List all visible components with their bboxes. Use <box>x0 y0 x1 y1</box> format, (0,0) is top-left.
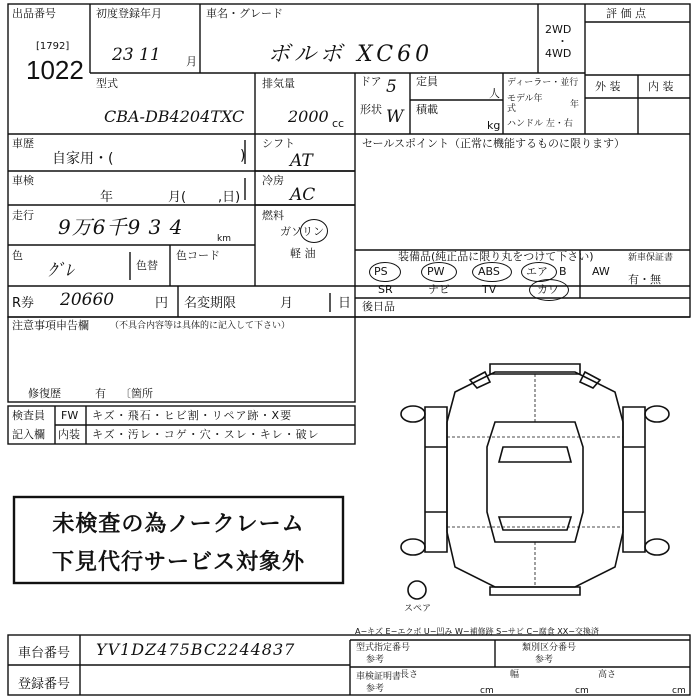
equip-ps-circle <box>369 262 401 282</box>
notice-line-1: 未検査の為ノークレーム <box>52 512 305 537</box>
sales-point-label: セールスポイント（正常に機能するものに限ります） <box>362 137 626 150</box>
first-registration-label: 初度登録年月 <box>96 7 162 20</box>
shift-label: シフト <box>262 137 295 150</box>
height-unit: cm <box>672 686 686 696</box>
model-value: CBA-DB4204TXC <box>104 107 245 126</box>
shift-value: AT <box>290 151 313 171</box>
shape-label: 形状 <box>360 103 382 116</box>
equip-sr: SR <box>378 283 393 296</box>
fw-text: キズ・飛石・ヒビ割・リペア跡・X要 <box>92 409 293 422</box>
width-unit: cm <box>575 686 589 696</box>
inspector-label: 検査員 <box>12 409 45 422</box>
dealer-label: ディーラー・並行 <box>507 78 579 88</box>
model-label: 型式 <box>96 77 118 90</box>
displacement-value: 2000 <box>288 107 329 126</box>
capacity-label: 定員 <box>416 75 438 88</box>
name-change-month: 月 <box>280 296 294 311</box>
name-change-day: 日 <box>338 296 352 311</box>
capacity-unit: 人 <box>489 87 500 100</box>
warranty-value: 有・無 <box>628 273 661 286</box>
fw-label: FW <box>61 409 79 422</box>
car-name: ボルボ XC60 <box>268 42 434 67</box>
lot-code: [1792] <box>36 41 70 52</box>
color-value: ｸﾞﾚ <box>48 261 74 281</box>
category-ref: 参考 <box>535 655 554 665</box>
recycle-unit: 円 <box>155 296 169 311</box>
exterior-label: 外 装 <box>595 80 621 93</box>
lot-number-label: 出品番号 <box>12 7 56 20</box>
inspection-label: 車検 <box>12 174 34 187</box>
fuel-diesel: 軽 油 <box>290 247 316 260</box>
damage-legend: A−キズ E−エクボ U−凹み W−補修跡 S−サビ C−腐食 XX−交換済 <box>355 627 599 636</box>
fuel-gasoline: ガソリン <box>280 225 324 238</box>
equip-ps: PS <box>374 265 388 278</box>
recycle-label: R券 <box>12 296 35 311</box>
mileage-unit: km <box>217 234 231 244</box>
equip-leather-circle <box>529 279 569 301</box>
lot-number: 1022 <box>26 55 84 85</box>
model-cert-ref: 参考 <box>366 655 385 665</box>
first-registration-value: 23 11 <box>112 45 161 65</box>
interior-label: 内 装 <box>648 80 674 93</box>
inspector-entry-label: 記入欄 <box>12 428 45 441</box>
history-value: 自家用・( <box>52 151 114 167</box>
history-close: ) <box>240 148 246 164</box>
notes-label: 注意事項申告欄 <box>12 319 89 332</box>
equip-abs-circle <box>472 262 512 282</box>
equip-b: B <box>559 265 567 278</box>
equip-leather: カワ <box>537 283 559 296</box>
vehicle-cert-ref: 参考 <box>366 684 385 694</box>
fuel-label: 燃料 <box>262 209 284 222</box>
doors-label: ドア <box>360 75 382 88</box>
vehicle-cert-label: 車検証明書 <box>356 672 402 682</box>
color-label: 色 <box>12 249 23 262</box>
equip-tv: TV <box>482 283 497 296</box>
equipment-label: 装備品(純正品に限り丸をつけて下さい) <box>398 250 594 263</box>
model-year-unit: 年 <box>570 100 580 110</box>
interior-check-label: 内装 <box>58 428 80 441</box>
category-label: 類別区分番号 <box>522 643 577 653</box>
drive-2wd: 2WD <box>545 23 572 36</box>
handle-label: ハンドル 左・右 <box>507 119 573 129</box>
color-change-label: 色替 <box>136 259 158 272</box>
inspection-year: 年 <box>100 190 114 205</box>
repair-history-part: 〔箇所 <box>120 387 153 400</box>
repair-history-value: 有 <box>95 387 106 400</box>
drive-dot: ・ <box>557 35 568 48</box>
equip-abs: ABS <box>478 265 500 278</box>
equip-aircon: エア <box>526 265 548 278</box>
length-unit: cm <box>480 686 494 696</box>
registration-label: 登録番号 <box>18 677 71 692</box>
notice-line-2: 下見代行サービス対象外 <box>51 550 305 575</box>
aircon-label: 冷房 <box>262 174 284 187</box>
recycle-value: 20660 <box>60 290 115 310</box>
after-parts-label: 後日品 <box>362 300 395 313</box>
car-name-label: 車名・グレード <box>206 7 283 20</box>
notes-hint: （不具合内容等は具体的に記入して下さい） <box>110 321 291 331</box>
mileage-value: 9万6千9 3 4 <box>58 215 184 239</box>
spare-label: スペア <box>404 604 432 614</box>
displacement-unit: cc <box>332 117 345 130</box>
model-cert-label: 型式指定番号 <box>356 643 411 653</box>
aircon-value: AC <box>290 185 316 205</box>
fuel-selected-circle <box>300 219 328 243</box>
warranty-label: 新車保証書 <box>628 253 674 263</box>
inspection-day: ,日) <box>218 190 241 205</box>
history-label: 車歴 <box>12 137 34 150</box>
height-label: 高さ <box>598 670 617 680</box>
first-registration-unit: 月 <box>186 55 197 68</box>
inspection-month: 月( <box>168 190 187 205</box>
load-label: 積載 <box>416 103 438 116</box>
car-damage-diagram <box>395 352 675 610</box>
equip-aw: AW <box>592 265 610 278</box>
score-label: 評 価 点 <box>606 7 646 20</box>
equip-pw-circle <box>421 262 457 282</box>
model-year-label: モデル年式 <box>507 94 543 114</box>
color-code-label: 色コード <box>176 249 220 262</box>
chassis-value: YV1DZ475BC2244837 <box>96 640 296 659</box>
length-label: 長さ <box>400 670 419 680</box>
load-unit: kg <box>487 119 501 132</box>
chassis-label: 車台番号 <box>18 646 71 661</box>
interior-check-text: キズ・汚レ・コゲ・穴・スレ・キレ・破レ <box>92 428 320 441</box>
shape-value: W <box>386 107 404 127</box>
doors-value: 5 <box>386 77 397 97</box>
mileage-label: 走行 <box>12 209 34 222</box>
displacement-label: 排気量 <box>262 77 295 90</box>
name-change-label: 名変期限 <box>184 296 237 311</box>
width-label: 幅 <box>510 670 520 680</box>
repair-history-label: 修復歴 <box>28 387 61 400</box>
equip-pw: PW <box>427 265 445 278</box>
drive-4wd: 4WD <box>545 47 572 60</box>
equip-navi: ナビ <box>428 283 450 296</box>
